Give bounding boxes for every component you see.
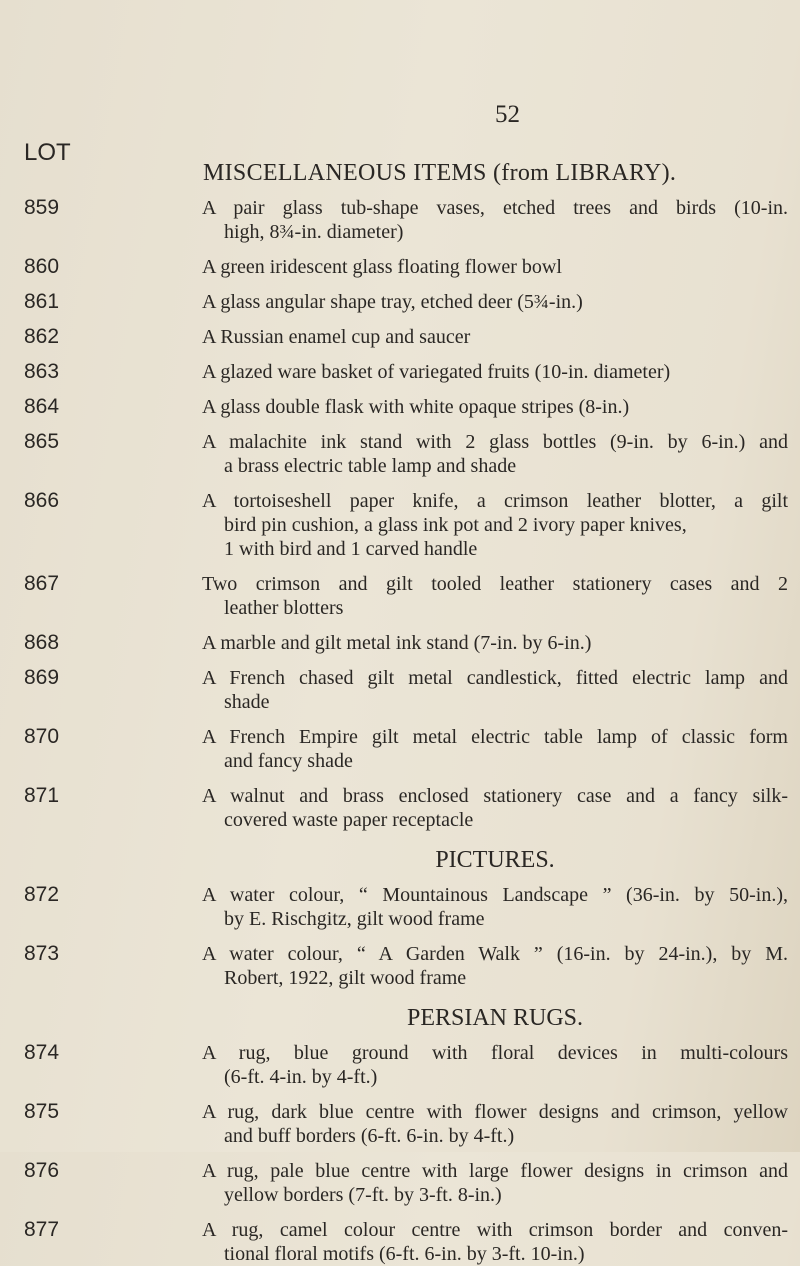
lot-number: 869: [24, 666, 60, 689]
lot-description: A green iridescent glass floating flower bowl: [202, 256, 562, 278]
lot-number: 863: [24, 360, 60, 383]
lot-description: A rug, dark blue centre with flower designs and crimson, yellow and buff borders (6-ft. 6-in. by 4-ft.): [202, 1101, 788, 1147]
lot-number: 861: [24, 290, 60, 313]
lot-description: A French chased gilt metal candlestick, fitted electric lamp and shade: [202, 667, 788, 713]
lot-number: 860: [24, 255, 60, 278]
lot-number: 875: [24, 1100, 60, 1123]
lot-description: A rug, pale blue centre with large flower designs in crimson and yellow borders (7-ft. by 3-ft. 8-in.): [202, 1160, 788, 1206]
lot-description: A rug, camel colour centre with crimson border and conven- tional floral motifs (6-ft. 6-in. by 3-ft. 10-in.): [202, 1219, 788, 1265]
page-number: 52: [495, 101, 520, 128]
lot-description: A water colour, “ Mountainous Landscape ” (36-in. by 50-in.), by E. Rischgitz, gilt wood frame: [202, 884, 788, 930]
lot-description: A marble and gilt metal ink stand (7-in. by 6-in.): [202, 632, 592, 654]
lot-number: 874: [24, 1041, 60, 1064]
lot-number: 876: [24, 1159, 60, 1182]
lot-description: A glass double flask with white opaque stripes (8-in.): [202, 396, 630, 418]
section-heading-rugs: PERSIAN RUGS.: [406, 1005, 584, 1031]
lot-description: A Russian enamel cup and saucer: [202, 326, 471, 348]
lot-number: 877: [24, 1218, 60, 1241]
lot-number: 867: [24, 572, 60, 595]
lot-number: 868: [24, 631, 60, 654]
lot-description: A glazed ware basket of variegated fruits (10-in. diameter): [202, 361, 671, 383]
lot-number: 871: [24, 784, 60, 807]
lot-description: A pair glass tub-shape vases, etched trees and birds (10-in. high, 8¾-in. diameter): [202, 197, 788, 243]
lot-description: A French Empire gilt metal electric table lamp of classic form and fancy shade: [202, 726, 788, 772]
lot-description: A malachite ink stand with 2 glass bottles (9-in. by 6-in.) and a brass electric table lamp and shade: [202, 431, 788, 477]
lot-number: 865: [24, 430, 60, 453]
section-heading-misc: MISCELLANEOUS ITEMS (from LIBRARY).: [203, 160, 677, 186]
lot-description: A glass angular shape tray, etched deer (5¾-in.): [202, 291, 583, 313]
lot-description: A tortoiseshell paper knife, a crimson leather blotter, a gilt bird pin cushion, a glass ink pot and 2 ivory paper knives, 1 with bird and 1 carved handle: [202, 490, 788, 560]
lot-number: 872: [24, 883, 60, 906]
lot-description: A rug, blue ground with floral devices in multi-colours (6-ft. 4-in. by 4-ft.): [202, 1042, 788, 1088]
lot-description: A walnut and brass enclosed stationery case and a fancy silk- covered waste paper receptacle: [202, 785, 788, 831]
lot-column-label: LOT: [24, 139, 71, 166]
lot-number: 873: [24, 942, 60, 965]
lot-number: 870: [24, 725, 60, 748]
lot-number: 864: [24, 395, 60, 418]
lot-description: Two crimson and gilt tooled leather stationery cases and 2 leather blotters: [202, 573, 788, 619]
section-heading-pictures: PICTURES.: [435, 847, 555, 873]
lot-number: 859: [24, 196, 60, 219]
lot-description: A water colour, “ A Garden Walk ” (16-in. by 24-in.), by M. Robert, 1922, gilt wood frame: [202, 943, 788, 989]
lot-number: 862: [24, 325, 60, 348]
lot-number: 866: [24, 489, 60, 512]
